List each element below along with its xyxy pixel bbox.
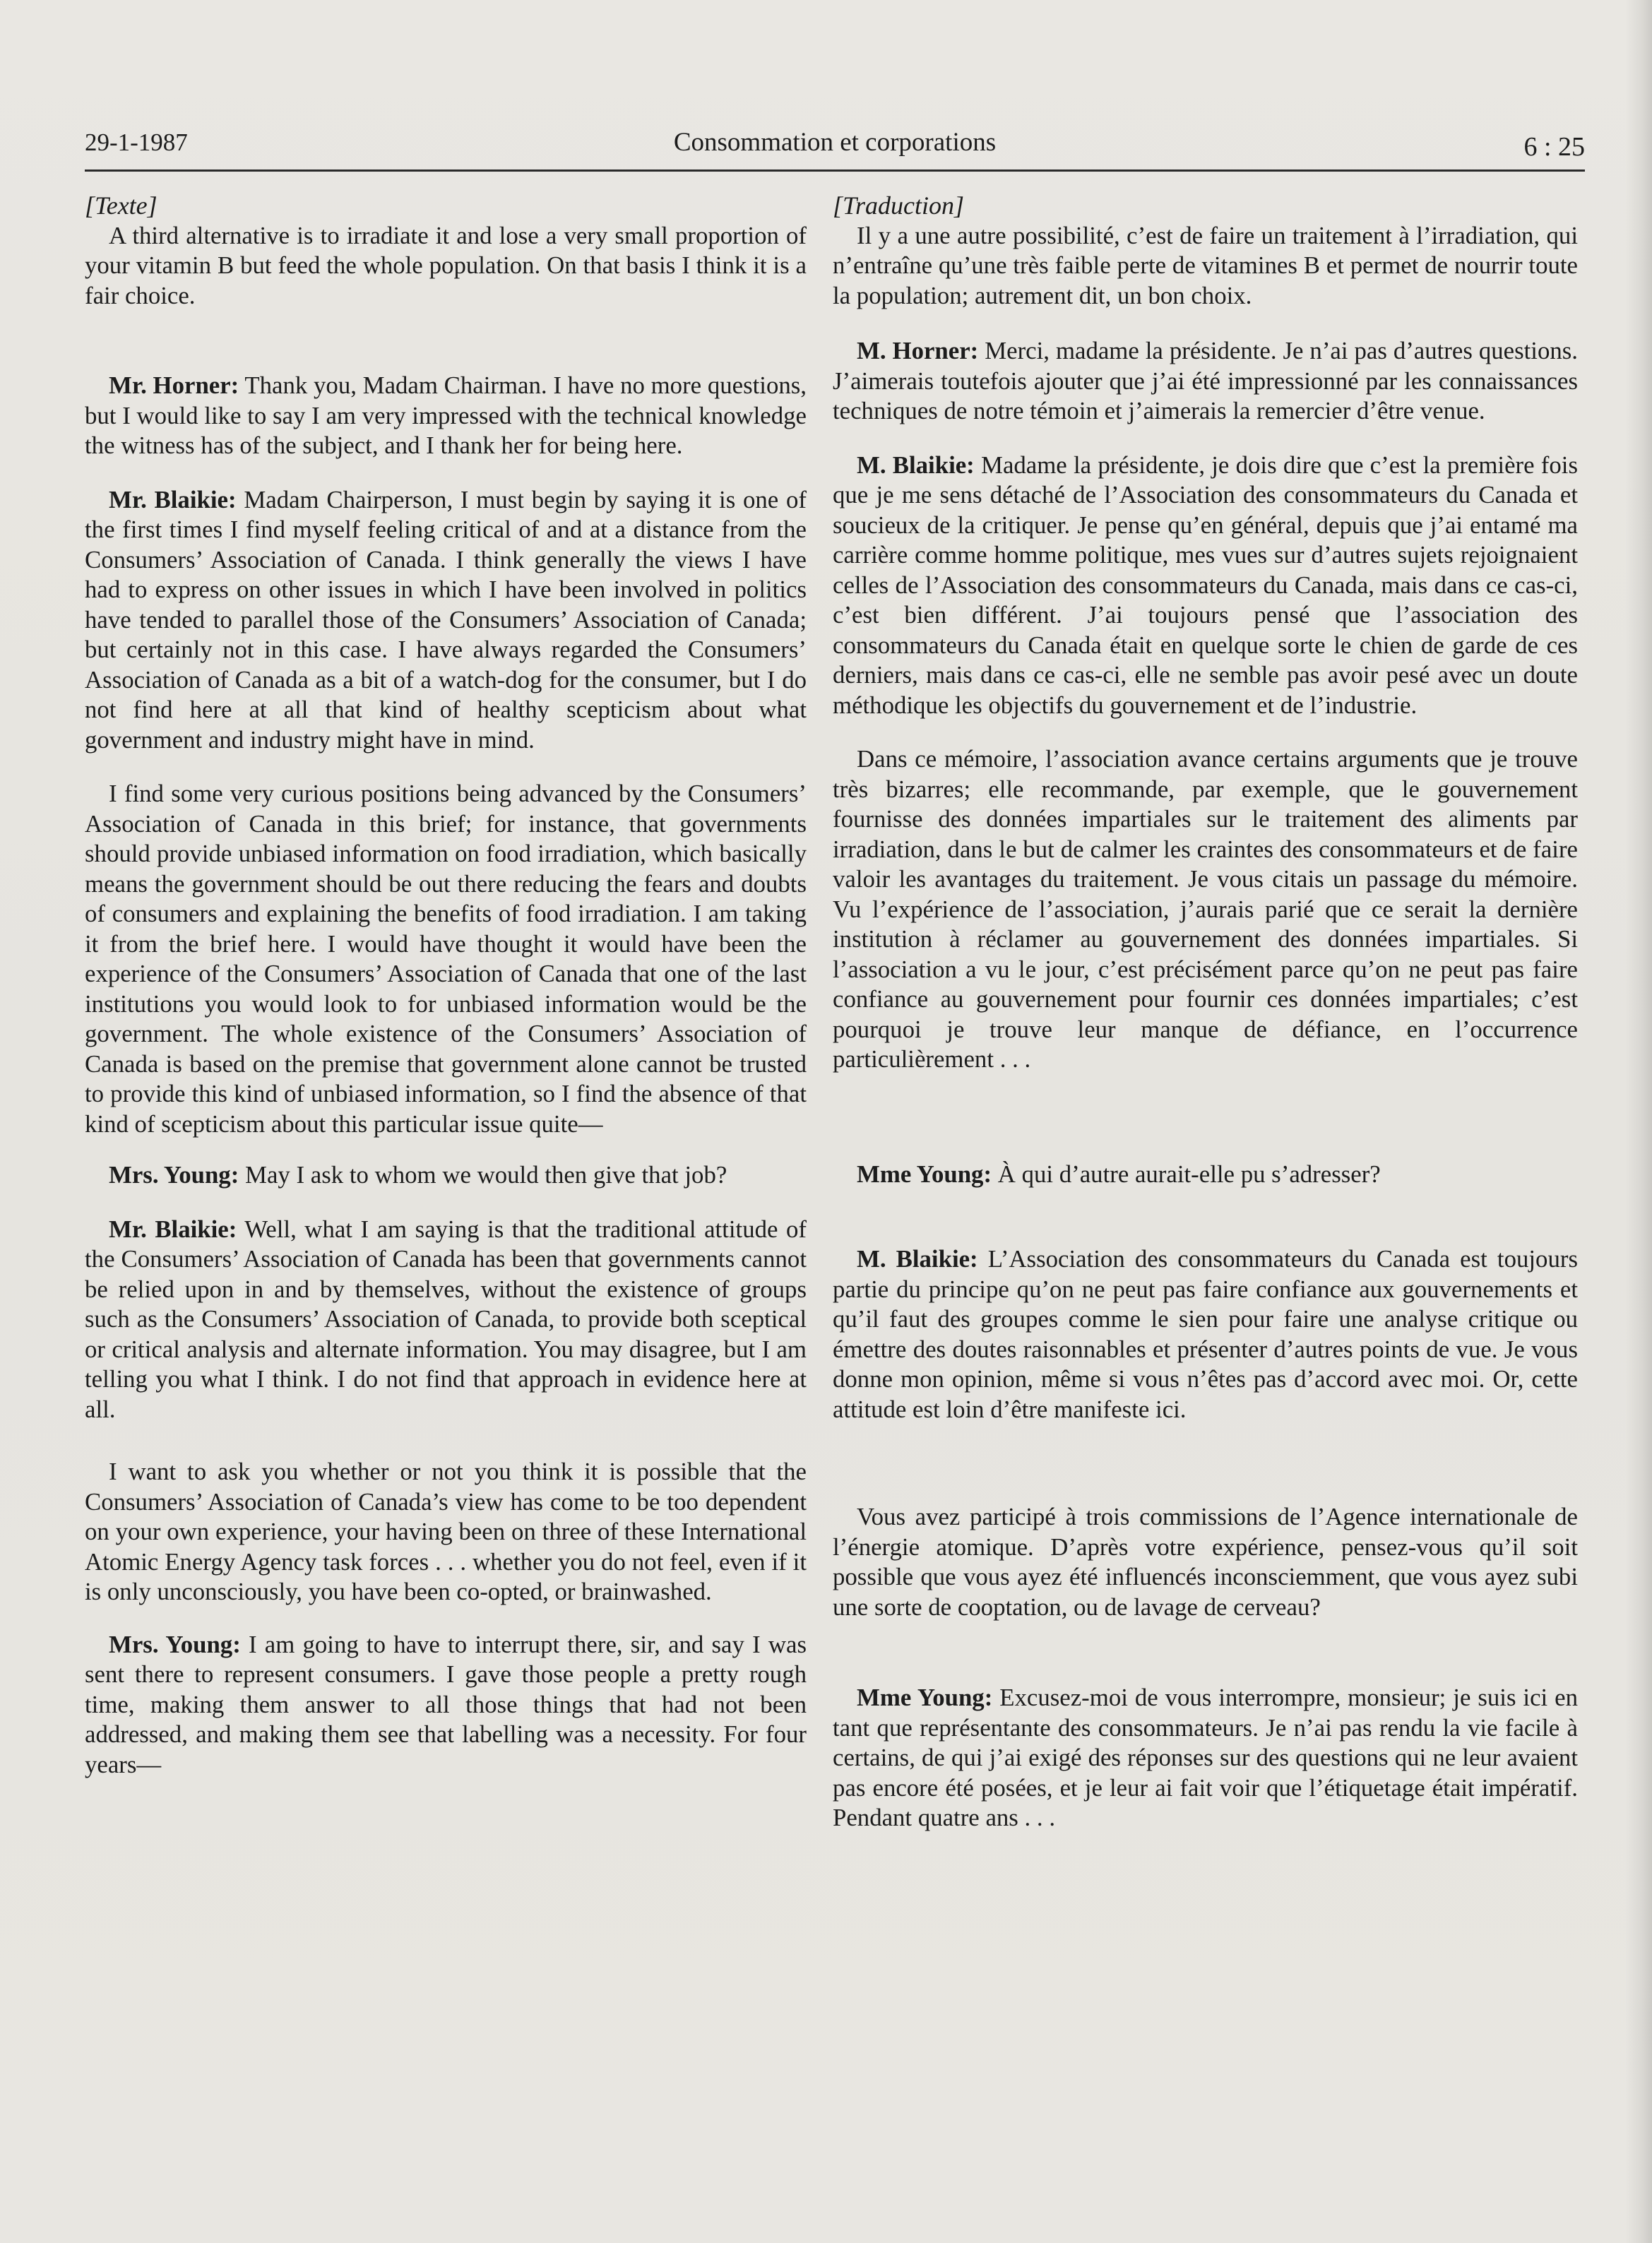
speech-paragraph (85, 1630, 807, 1780)
speaker-name: Mme Young: (857, 1160, 992, 1188)
speaker-name: Mr. Horner: (109, 371, 239, 399)
french-column (833, 191, 1578, 1833)
speech-text: À qui d’autre aurait-elle pu s’adresser? (992, 1160, 1381, 1188)
speech-paragraph (833, 1160, 1578, 1190)
speaker-name: Mr. Blaikie: (109, 1215, 237, 1243)
speaker-name: M. Blaikie: (857, 451, 975, 479)
speech-text: Well, what I am saying is that the traditional attitude of the Consumers’ Association of Canada has been that governments cannot be relied upon in and by themselves, without the existence of groups such as the Consumers’ Association of Canada, to provide both sceptical or critical analysis and alternate information. You may disagree, but I am telling you what I think. I do not find that approach in evidence here at all. (85, 1215, 807, 1423)
speaker-name: Mrs. Young: (109, 1630, 241, 1658)
english-column (85, 191, 807, 1780)
speaker-name: Mrs. Young: (109, 1161, 239, 1189)
page-edge-shadow (1625, 0, 1652, 2243)
speech-paragraph (833, 451, 1578, 721)
speech-text: I am going to have to interrupt there, sir, and say I was sent there to represent consumers. I gave those people a pretty rough time, making them answer to all those things that had not been addressed, and making them see that labelling was a necessity. For four years— (85, 1630, 807, 1778)
speech-paragraph (85, 371, 807, 461)
speech-paragraph (85, 1160, 807, 1191)
speech-text: Excusez-moi de vous interrompre, monsieur; je suis ici en tant que représentante des consommateurs. Je n’ai pas rendu la vie facile à certains, de qui j’ai exigé des réponses sur des questions qui ne leur avaient pas encore été posées, et je leur ai fait voir que l’étiquetage était impératif. Pendant quatre ans . . . (833, 1684, 1578, 1831)
paragraph: I find some very curious positions being advanced by the Consumers’ Association of Canada in this brief; for instance, that governments should provide unbiased information on food irradiation, which basically means the government should be out there reducing the fears and doubts of consumers and explaining the benefits of food irradiation. I am taking it from the brief here. I would have thought it would have been the experience of the Consumers’ Association of Canada that one of the last institutions you would look to for unbiased information would be the government. The whole existence of the Consumers’ Association of Canada is based on the premise that government alone cannot be trusted to provide this kind of unbiased information, so I find the absence of that kind of scepticism about this particular issue quite— (85, 780, 807, 1138)
speech-paragraph (833, 1683, 1578, 1833)
speech-paragraph (833, 1244, 1578, 1424)
speech-text: Merci, madame la présidente. Je n’ai pas d’autres questions. J’aimerais toutefois ajouter que j’ai été impressionné par les connaissances techniques de notre témoin et j’aimerais la remercier d’être venue. (833, 337, 1578, 424)
header-rule (85, 169, 1585, 172)
speaker-name: M. Horner: (857, 337, 979, 364)
speech-text: May I ask to whom we would then give that job? (239, 1161, 727, 1189)
speaker-name: Mr. Blaikie: (109, 485, 237, 513)
paragraph: I want to ask you whether or not you think it is possible that the Consumers’ Association of Canada’s view has come to be too dependent on your own experience, your having been on three of these International Atomic Energy Agency task forces . . . whether you do not feel, even if it is only unconsciously, you have been co-opted, or brainwashed. (85, 1458, 807, 1605)
paragraph: Dans ce mémoire, l’association avance certains arguments que je trouve très bizarres; elle recommande, par exemple, que le gouvernement fournisse des données impartiales sur le traitement des aliments par irradiation, dans le but de calmer les craintes des consommateurs et de faire valoir les avantages du traitement. Je vous citais un passage du mémoire. Vu l’expérience de l’association, j’aurais parié que ce serait la dernière institution à réclamer au gouvernement des données impartiales. Si l’association a vu le jour, c’est précisément parce qu’on ne peut pas faire confiance au gouvernement pour fournir ces données impartiales; c’est pourquoi je trouve leur manque de défiance, en l’occurrence particulièrement . . . (833, 745, 1578, 1073)
speech-paragraph (85, 1215, 807, 1425)
header-page-number: 6 : 25 (1523, 132, 1585, 162)
speech-text: Madame la présidente, je dois dire que c’est la première fois que je me sens détaché de l’Association des consommateurs du Canada et soucieux de la critiquer. Je pense qu’en général, depuis que j’ai entamé ma carrière comme homme politique, mes vues sur d’autres sujets rejoignaient celles de l’Association des consommateurs du Canada, mais dans ce cas-ci, c’est bien différent. J’ai toujours pensé que l’association des consommateurs du Canada était en quelque sorte le chien de garde de ces derniers, mais dans ce cas-ci, elle ne semble pas avoir pesé avec un doute méthodique les objectifs du gouvernement et de l’industrie. (833, 451, 1578, 719)
speech-text: Thank you, Madam Chairman. I have no more questions, but I would like to say I am very impressed with the technical knowledge the witness has of the subject, and I thank her for being here. (85, 371, 807, 459)
paragraph: Il y a une autre possibilité, c’est de faire un traitement à l’irradiation, qui n’entraîne qu’une très faible perte de vitamines B et permet de nourrir toute la population; autrement dit, un bon choix. (833, 221, 1578, 309)
header-date: 29-1-1987 (85, 129, 188, 156)
speech-paragraph (833, 336, 1578, 427)
language-tag: [Texte] (85, 191, 158, 220)
speaker-name: M. Blaikie: (857, 1245, 978, 1273)
header-title: Consommation et corporations (673, 128, 997, 157)
page-header (85, 126, 1585, 169)
paragraph: A third alternative is to irradiate it and lose a very small proportion of your vitamin B but feed the whole population. On that basis I think it is a fair choice. (85, 221, 807, 309)
paragraph: Vous avez participé à trois commissions de l’Agence internationale de l’énergie atomique. D’après votre expérience, pensez-vous qu’il soit possible que vous ayez été influencés inconsciemment, que vous ayez subi une sorte de cooptation, ou de lavage de cerveau? (833, 1503, 1578, 1621)
speaker-name: Mme Young: (857, 1684, 993, 1711)
speech-text: Madam Chairperson, I must begin by saying it is one of the first times I find myself feeling critical of and at a distance from the Consumers’ Association of Canada. I think generally the views I have had to express on other issues in which I have been involved in politics have tended to parallel those of the Consumers’ Association of Canada; but certainly not in this case. I have always regarded the Consumers’ Association of Canada as a bit of a watch-dog for the consumer, but I do not find here at all that kind of healthy scepticism about what government and industry might have in mind. (85, 485, 807, 754)
speech-paragraph (85, 485, 807, 756)
speech-text: L’Association des consommateurs du Canada est toujours partie du principe qu’on ne peut pas faire confiance aux gouvernements et qu’il faut des groupes comme le sien pour faire une analyse critique ou émettre des doutes raisonnables et présenter d’autres points de vue. Je vous donne mon opinion, même si vous n’êtes pas d’accord avec moi. Or, cette attitude est loin d’être manifeste ici. (833, 1245, 1578, 1423)
language-tag: [Traduction] (833, 191, 965, 220)
